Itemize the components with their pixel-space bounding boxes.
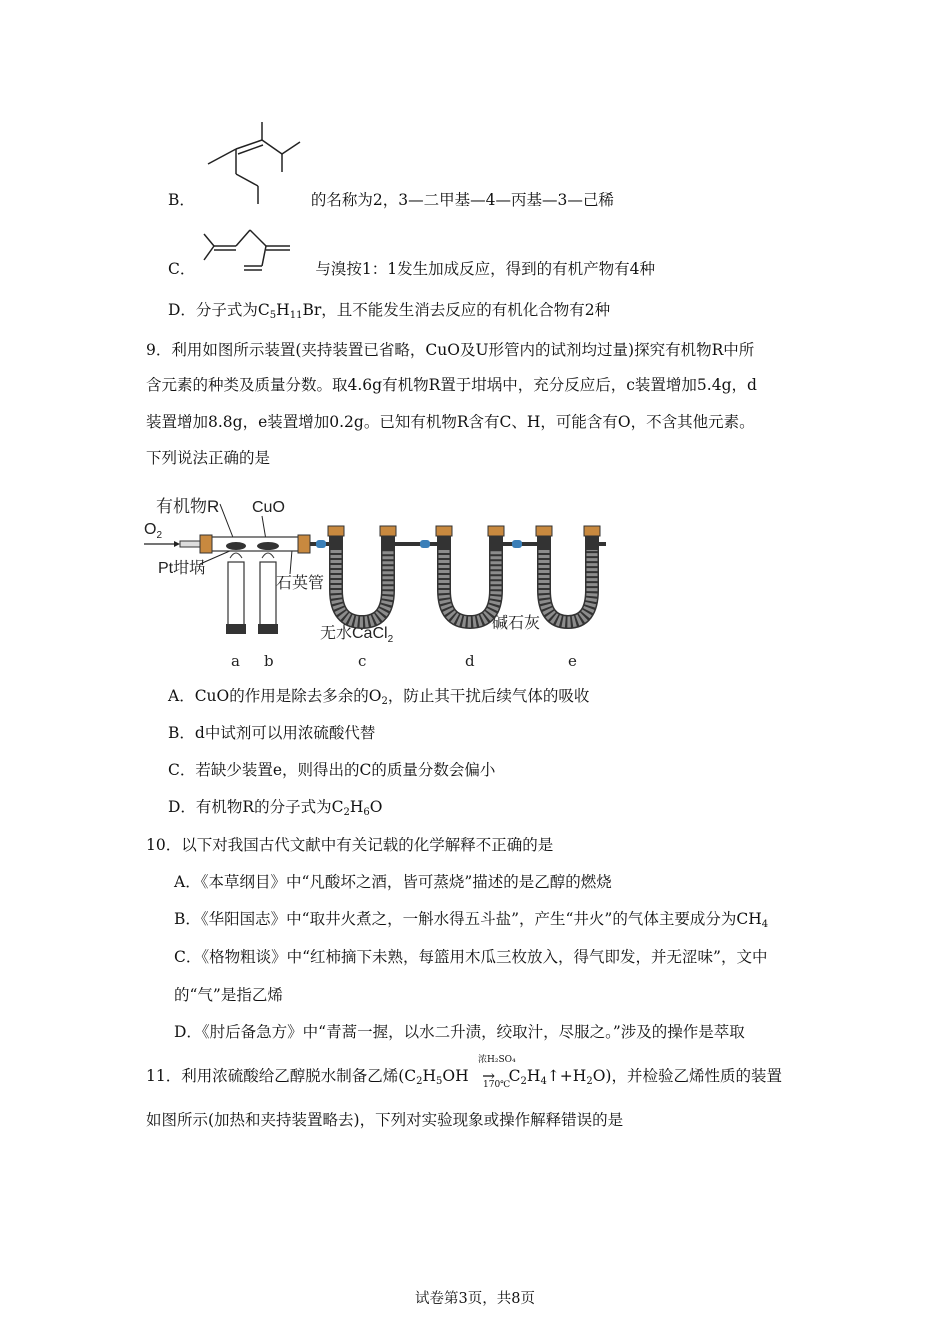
label-soda-lime: 碱石灰 bbox=[492, 615, 541, 632]
q10-stem: 10．以下对我国古代文献中有关记载的化学解释不正确的是 bbox=[146, 836, 554, 854]
q9-option-a: A．CuO的作用是除去多余的$O_2$，防止其干扰后续气体的吸收 bbox=[168, 687, 590, 707]
q11-stem-line-1: 11．利用浓硫酸给乙醇脱水制备乙烯($C_2H_5OH$ → $C_2H_4↑+H_2O$)，并检验乙烯性质的装置 bbox=[146, 1067, 782, 1087]
q9-option-b: B．d中试剂可以用浓硫酸代替 bbox=[168, 724, 376, 742]
q8-option-d: D．分子式为$C_5H_{11}Br$，且不能发生消去反应的有机化合物有2种 bbox=[168, 301, 611, 321]
apparatus-figure bbox=[140, 490, 620, 675]
letter-a: a bbox=[231, 652, 240, 670]
label-pt-crucible: Pt坩埚 bbox=[158, 560, 206, 577]
reaction-condition-bottom: 170℃ bbox=[483, 1080, 511, 1090]
letter-c: c bbox=[358, 652, 367, 670]
letter-b: b bbox=[264, 652, 274, 670]
q9-option-d: D．有机物R的分子式为$C_2H_6O$ bbox=[168, 798, 383, 818]
q10-option-d: D．《肘后备急方》中“青蒿一握，以水二升渍，绞取汁，尽服之。”涉及的操作是萃取 bbox=[174, 1023, 745, 1041]
q8-option-b: B． 的名称为2，3—二甲基—4—丙基—3—己稀 bbox=[168, 191, 614, 209]
label-quartz-tube: 石英管 bbox=[276, 575, 325, 592]
q8-option-c: C． 与溴按1：1发生加成反应，得到的有机产物有4种 bbox=[168, 260, 655, 278]
label-o2: $O_2$ bbox=[144, 521, 163, 541]
label-organic-r: 有机物R bbox=[156, 497, 220, 516]
q9-option-c: C．若缺少装置e，则得出的C的质量分数会偏小 bbox=[168, 761, 496, 779]
q10-option-c-line-2: 的“气”是指乙烯 bbox=[174, 986, 283, 1004]
label-cuo: CuO bbox=[252, 499, 285, 516]
q9-stem-line-4: 下列说法正确的是 bbox=[146, 449, 271, 467]
letter-e: e bbox=[568, 652, 577, 670]
letter-d: d bbox=[465, 652, 475, 670]
q9-stem-line-3: 装置增加8.8g，e装置增加0.2g。已知有机物R含有C、H，可能含有O，不含其他元素。 bbox=[146, 413, 755, 431]
label-cacl2: 无水CaCl$_2$ bbox=[320, 625, 394, 645]
q10-option-b: B．《华阳国志》中“取井火煮之，一斛水得五斗盐”，产生“井火”的气体主要成分为$CH_4$ bbox=[174, 910, 769, 930]
q10-option-c-line-1: C．《格物粗谈》中“红柿摘下未熟，每篮用木瓜三枚放入，得气即发，并无涩味”，文中 bbox=[174, 948, 768, 966]
q10-option-a: A．《本草纲目》中“凡酸坏之酒，皆可蒸烧”描述的是乙醇的燃烧 bbox=[174, 873, 612, 891]
q9-stem-line-2: 含元素的种类及质量分数。取4.6g有机物R置于坩埚中，充分反应后，c装置增加5.4g，d bbox=[146, 376, 757, 394]
page-footer: 试卷第3页，共8页 bbox=[415, 1291, 535, 1307]
reaction-condition-top: 浓H₂SO₄ bbox=[478, 1055, 516, 1065]
q9-stem-line-1: 9．利用如图所示装置(夹持装置已省略，CuO及U形管内的试剂均过量)探究有机物R中所 bbox=[146, 341, 755, 359]
reaction-arrow: → bbox=[482, 1067, 496, 1085]
q11-stem-line-2: 如图所示(加热和夹持装置略去)，下列对实验现象或操作解释错误的是 bbox=[146, 1111, 624, 1129]
